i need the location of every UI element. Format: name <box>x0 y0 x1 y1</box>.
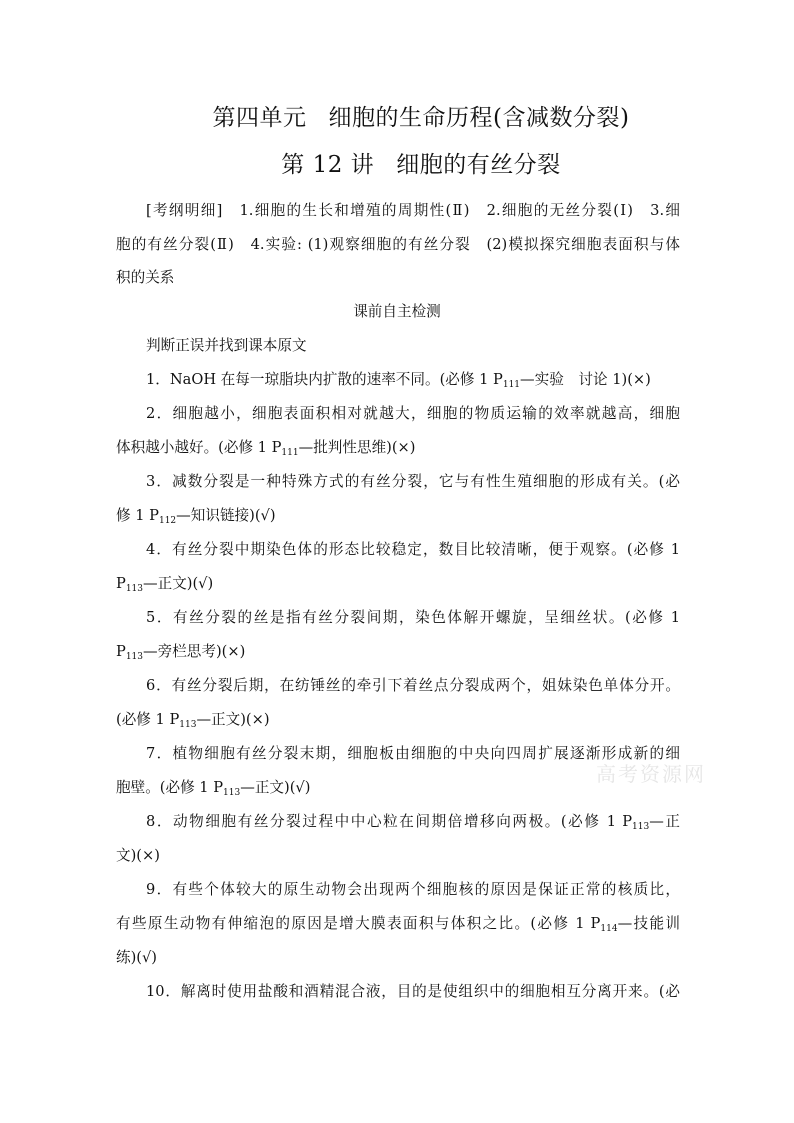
list-item-continuation: 体积越小越好。(必修 1 $P_{111}—$批判性思维)(×) <box>116 439 416 458</box>
list-item-continuation: 有些原生动物有伸缩泡的原因是增大膜表面积与体积之比。(必修 1 $P_{114}—$技能训 <box>116 915 680 934</box>
unit-title <box>24 103 794 133</box>
list-item: 7．植物细胞有丝分裂末期，细胞板由细胞的中央向四周扩展逐渐形成新的细 <box>146 745 680 762</box>
lecture-label: 第 12 讲 <box>281 152 375 178</box>
outline-line-3: 积的关系 <box>116 269 175 286</box>
lecture-title <box>24 150 794 180</box>
unit-name: 细胞的生命历程(含减数分裂) <box>328 105 630 131</box>
list-item: 3．减数分裂是一种特殊方式的有丝分裂，它与有性生殖细胞的形成有关。(必 <box>146 473 680 490</box>
watermark: 高考资源网 <box>596 762 706 786</box>
list-item: 2．细胞越小，细胞表面积相对就越大，细胞的物质运输的效率就越高，细胞 <box>146 405 680 422</box>
list-item: 4．有丝分裂中期染色体的形态比较稳定，数目比较清晰，便于观察。(必修 1 <box>146 541 680 558</box>
list-item: 9．有些个体较大的原生动物会出现两个细胞核的原因是保证正常的核质比， <box>146 881 680 898</box>
list-item: 10．解离时使用盐酸和酒精混合液，目的是使组织中的细胞相互分离开来。(必 <box>146 983 680 1000</box>
list-item: 6．有丝分裂后期，在纺锤丝的牵引下着丝点分裂成两个，姐妹染色单体分开。 <box>146 677 680 694</box>
list-item-continuation: (必修 1 $P_{113}—$正文)(×) <box>116 711 270 730</box>
list-item: 1．NaOH 在每一琼脂块内扩散的速率不同。(必修 1 $P_{111}—$实验 讨论 1)(×) <box>146 371 651 390</box>
instruction: 判断正误并找到课本原文 <box>146 337 307 354</box>
section-heading: 课前自主检测 <box>353 303 441 320</box>
list-item: 5．有丝分裂的丝是指有丝分裂间期，染色体解开螺旋，呈细丝状。(必修 1 <box>146 609 680 626</box>
outline-line-2: 胞的有丝分裂(Ⅱ) 4.实验: (1)观察细胞的有丝分裂 (2)模拟探究细胞表面积与体 <box>116 236 680 253</box>
list-item-continuation: $P_{113}—$正文)(√) <box>116 575 214 594</box>
outline-line-1: [考纲明细] 1.细胞的生长和增殖的周期性(Ⅱ) 2.细胞的无丝分裂(Ⅰ) 3.细 <box>146 202 680 219</box>
list-item-continuation: 胞壁。(必修 1 $P_{113}—$正文)(√) <box>116 779 311 798</box>
list-item-continuation: $P_{113}—$旁栏思考)(×) <box>116 643 246 662</box>
list-item: 8．动物细胞有丝分裂过程中中心粒在间期倍增移向两极。(必修 1 $P_{113}—$正 <box>146 813 680 832</box>
list-item-continuation: 练)(√) <box>116 949 157 966</box>
list-item-continuation: 文)(×) <box>116 847 160 864</box>
unit-label: 第四单元 <box>212 105 307 131</box>
lecture-name: 细胞的有丝分裂 <box>396 152 561 178</box>
list-item-continuation: 修 1 $P_{112}—$知识链接)(√) <box>116 507 276 526</box>
